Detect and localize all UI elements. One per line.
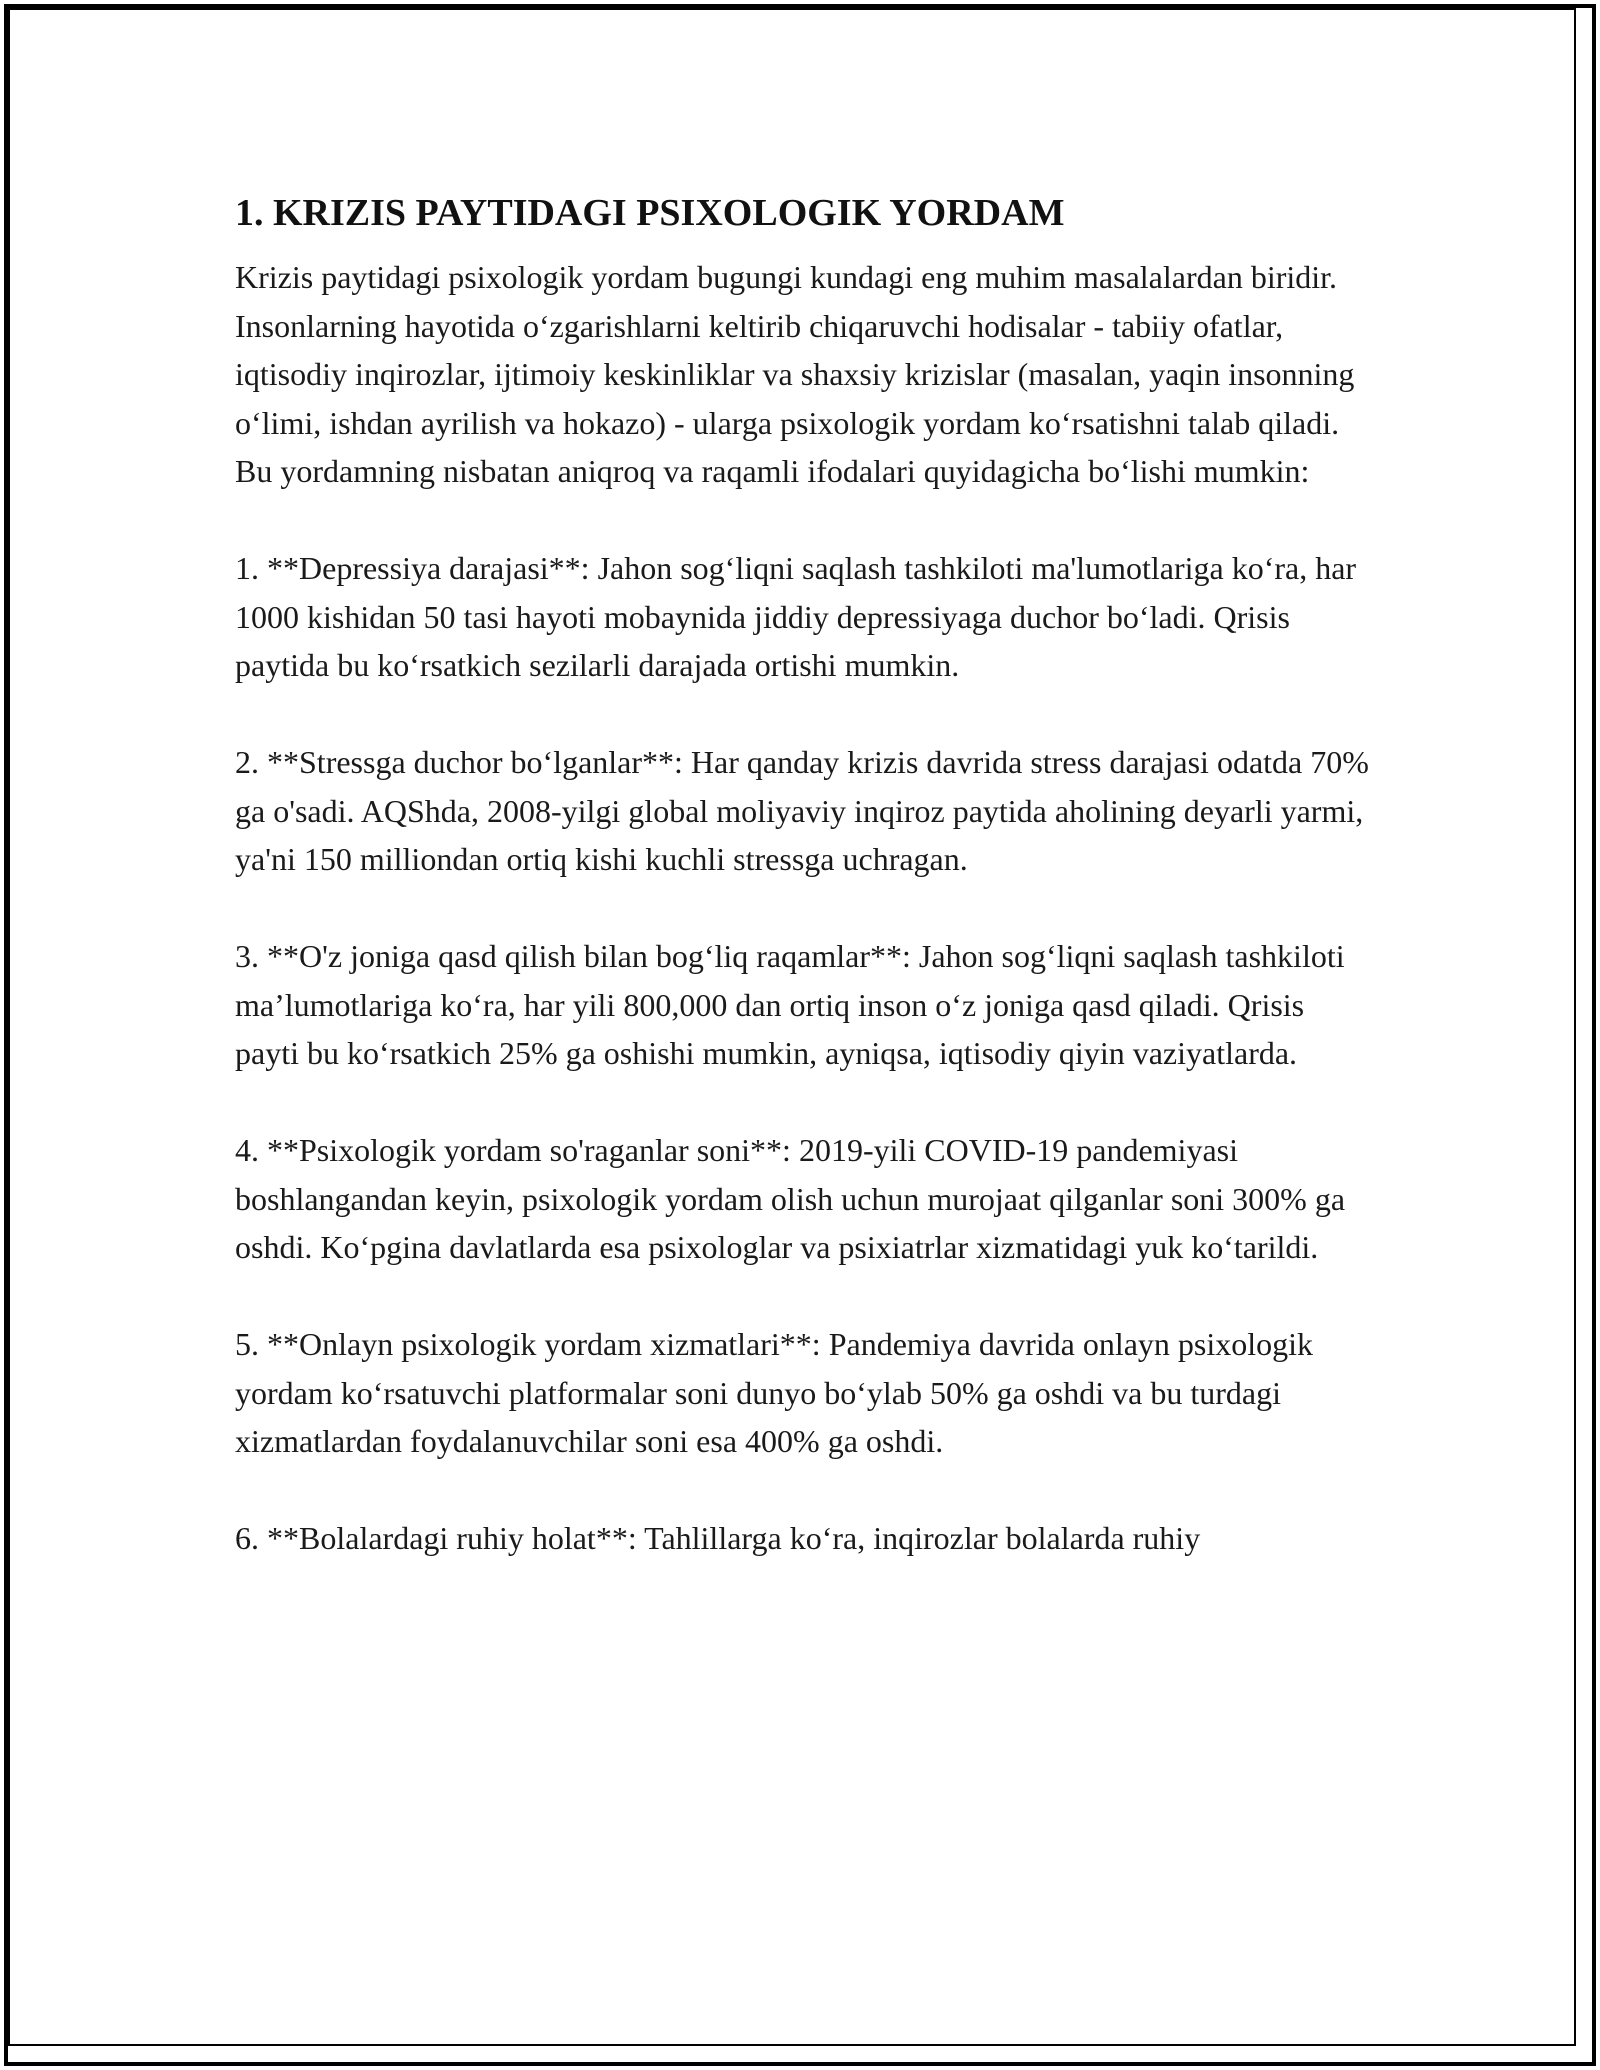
intro-paragraph: Krizis paytidagi psixologik yordam bugungi kundagi eng muhim masalalardan biridir. Insonlarning hayotida o‘zgarishlarni keltirib chiqaruvchi hodisalar - tabiiy ofatlar, iqtisodiy inqirozlar, ijtimoiy keskinliklar va shaxsiy krizislar (masalan, yaqin insonning o‘limi, ishdan ayrilish va hokazo) - ularga psixologik yordam ko‘rsatishni talab qiladi. Bu yordamning nisbatan aniqroq va raqamli ifodalari quyidagicha bo‘lishi mumkin: — [235, 259, 1355, 489]
list-item-help-requests: 4. **Psixologik yordam so'raganlar soni**: 2019-yili COVID-19 pandemiyasi boshlangandan keyin, psixologik yordam olish uchun murojaat qilganlar soni 300% ga oshdi. Ko‘pgina davlatlarda esa psixologlar va psixiatrlar xizmatidagi yuk ko‘tarildi. — [235, 1132, 1346, 1265]
document-body — [235, 185, 1375, 1611]
document-title: 1. KRIZIS PAYTIDAGI PSIXOLOGIK YORDAM — [235, 192, 1065, 234]
list-item-online-services: 5. **Onlayn psixologik yordam xizmatlari**: Pandemiya davrida onlayn psixologik yordam ko‘rsatuvchi platformalar soni dunyo bo‘ylab 50% ga oshdi va bu turdagi xizmatlardan foydalanuvchilar soni esa 400% ga oshdi. — [235, 1326, 1314, 1459]
list-item-children: 6. **Bolalardagi ruhiy holat**: Tahlillarga ko‘ra, inqirozlar bolalarda ruhiy — [235, 1520, 1201, 1556]
list-item-depression: 1. **Depressiya darajasi**: Jahon sog‘liqni saqlash tashkiloti ma'lumotlariga ko‘ra, har 1000 kishidan 50 tasi hayoti mobaynida jiddiy depressiyaga duchor bo‘ladi. Qrisis paytida bu ko‘rsatkich sezilarli darajada ortishi mumkin. — [235, 550, 1357, 683]
list-item-stress: 2. **Stressga duchor bo‘lganlar**: Har qanday krizis davrida stress darajasi odatda 70% ga o'sadi. AQShda, 2008-yilgi global moliyaviy inqiroz paytida aholining deyarli yarmi, ya'ni 150 milliondan ortiq kishi kuchli stressga uchragan. — [235, 744, 1369, 877]
list-item-suicide: 3. **O'z joniga qasd qilish bilan bog‘liq raqamlar**: Jahon sog‘liqni saqlash tashkiloti ma’lumotlariga ko‘ra, har yili 800,000 dan ortiq inson o‘z joniga qasd qiladi. Qrisis payti bu ko‘rsatkich 25% ga oshishi mumkin, ayniqsa, iqtisodiy qiyin vaziyatlarda. — [235, 938, 1345, 1071]
